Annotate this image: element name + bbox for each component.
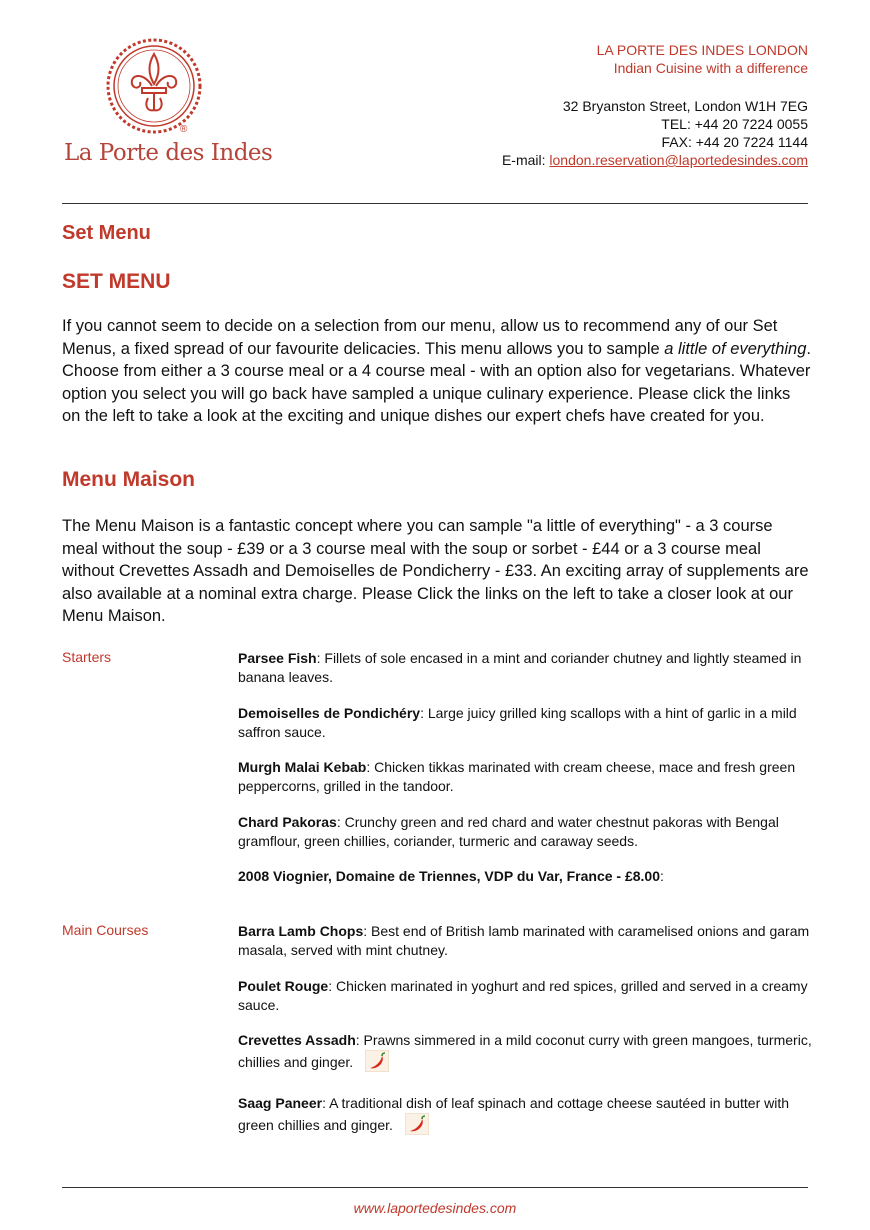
- item-desc: : A traditional dish of leaf spinach and cottage cheese sautéed in butter with green chillies and ginger.: [238, 1095, 790, 1133]
- item-name: Chard Pakoras: [238, 814, 337, 830]
- email-row: [502, 151, 808, 169]
- starters-label: Starters: [62, 649, 112, 665]
- header-divider: [62, 203, 808, 204]
- telephone: TEL: +44 20 7224 0055: [661, 116, 808, 132]
- chili-icon: [365, 1050, 389, 1077]
- item-desc: : Chicken tikkas marinated with cream cheese, mace and fresh green peppercorns, grilled in the tandoor.: [238, 759, 796, 794]
- item-name: Saag Paneer: [238, 1095, 323, 1111]
- item-desc: :: [660, 868, 664, 884]
- footer-divider: [62, 1187, 808, 1188]
- item-desc: : Crunchy green and red chard and water chestnut pakoras with Bengal gramflour, green chillies, coriander, turmeric and caraway seeds.: [238, 814, 779, 849]
- menu-item: [238, 758, 828, 795]
- menu-item: [238, 977, 828, 1014]
- registered-mark: ®: [180, 124, 188, 135]
- item-name: Poulet Rouge: [238, 978, 329, 994]
- logo: [62, 36, 273, 176]
- fleur-de-lis-icon: [104, 36, 204, 136]
- item-desc: : Chicken marinated in yoghurt and red spices, grilled and served in a creamy sauce.: [238, 978, 808, 1013]
- menu-item: [238, 704, 828, 741]
- intro-paragraph: [62, 315, 812, 428]
- item-desc: : Fillets of sole encased in a mint and coriander chutney and lightly steamed in banana leaves.: [238, 650, 802, 685]
- item-name: Demoiselles de Pondichéry: [238, 705, 421, 721]
- tagline: Indian Cuisine with a difference: [613, 60, 808, 76]
- set-menu-heading: SET MENU: [62, 270, 171, 293]
- item-name: Murgh Malai Kebab: [238, 759, 367, 775]
- menu-item: [238, 1094, 828, 1139]
- intro-emphasis: a little of everything: [664, 339, 807, 358]
- page-title: Set Menu: [62, 222, 151, 244]
- item-name: Barra Lamb Chops: [238, 923, 364, 939]
- email-label: E-mail:: [501, 152, 550, 168]
- logo-text: La Porte des Indes: [64, 140, 273, 166]
- wine-pairing: [238, 867, 828, 886]
- menu-item: [238, 922, 828, 959]
- email-link[interactable]: london.reservation@laportedesindes.com: [549, 152, 808, 168]
- address: 32 Bryanston Street, London W1H 7EG: [562, 98, 808, 114]
- menu-item: [238, 813, 828, 850]
- intro-text-1: If you cannot seem to decide on a selection from our menu, allow us to recommend any of our Set Menus, a fixed spread of our favourite delicacies. This menu allows you to sample: [62, 317, 778, 358]
- item-desc: : Best end of British lamb marinated with caramelised onions and garam masala, served with mint chutney.: [238, 923, 810, 958]
- item-name: Crevettes Assadh: [238, 1032, 356, 1048]
- menu-item: [238, 649, 828, 686]
- item-name: 2008 Viognier, Domaine de Triennes, VDP du Var, France - £8.00: [238, 868, 661, 884]
- menu-maison-heading: Menu Maison: [62, 468, 196, 491]
- menu-item: [238, 1031, 828, 1076]
- maison-paragraph: The Menu Maison is a fantastic concept where you can sample "a little of everything" - a 3 course meal without the soup - £39 or a 3 course meal with the soup or sorbet - £44 or a 3 course meal without Crevettes Assadh and Demoiselles de Pondicherry - £33. An exciting array of supplements are also available at a nominal extra charge. Please Click the links on the left to take a closer look at our Menu Maison.: [62, 517, 809, 625]
- item-desc: : Prawns simmered in a mild coconut curry with green mangoes, turmeric, chillies and ginger.: [238, 1032, 812, 1070]
- intro-text-2: . Choose from either a 3 course meal or a 4 course meal - with an option also for vegetarians. Whatever option you select you will go back have sampled a unique culinary experience. Please click the links on the left to take a look at the exciting and unique dishes our expert chefs have created for you.: [62, 339, 812, 425]
- item-desc: : Large juicy grilled king scallops with a hint of garlic in a mild saffron sauce.: [238, 705, 797, 740]
- footer-website-link[interactable]: www.laportedesindes.com: [353, 1200, 517, 1216]
- main-courses-label: Main Courses: [62, 922, 149, 938]
- item-name: Parsee Fish: [238, 650, 317, 666]
- contact-block: [502, 41, 808, 169]
- chili-icon: [405, 1113, 429, 1140]
- fax: FAX: +44 20 7224 1144: [661, 134, 808, 150]
- restaurant-name: LA PORTE DES INDES LONDON: [596, 42, 808, 58]
